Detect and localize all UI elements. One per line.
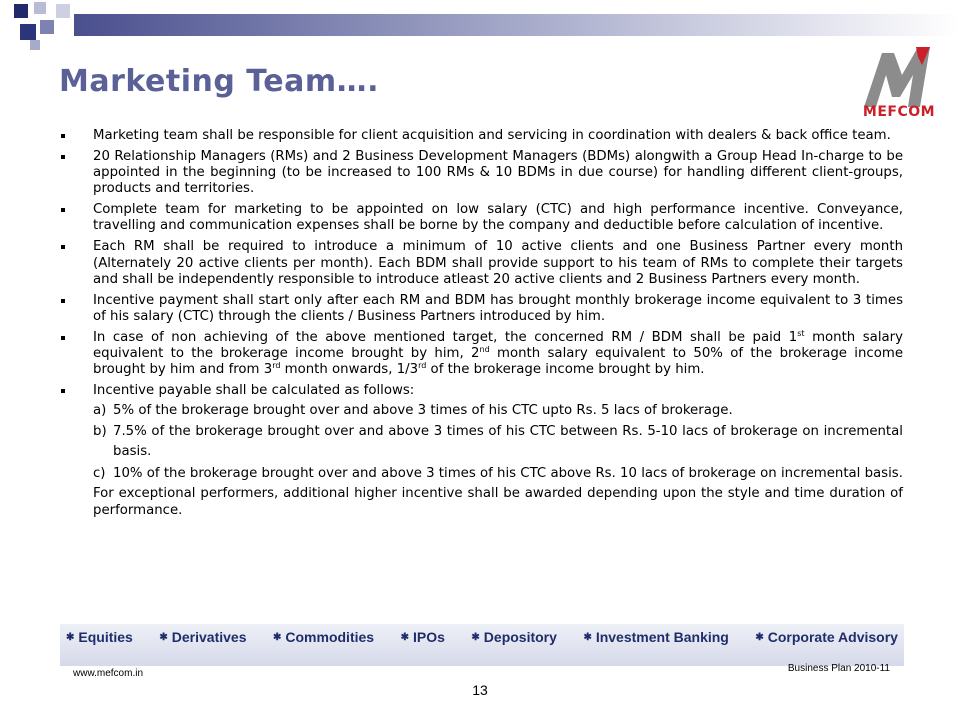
- bullet-item: Each RM shall be required to introduce a minimum of 10 active clients and one Business Partner every month (Alternately 20 active clients per month). Each BDM shall provide support to his team of RMs to complete their targets and shall be independently responsible to introduce atleast 20 active clients and 2 Business Partners every month.: [59, 239, 903, 288]
- nav-label: Equities: [78, 629, 133, 645]
- sub-item-label: a): [93, 403, 107, 419]
- ordinal-suffix: st: [797, 328, 805, 338]
- nav-item-depository: [471, 629, 557, 645]
- star-icon: ✱: [755, 631, 764, 643]
- sub-item-c: [59, 463, 903, 484]
- decor-square-3: [56, 4, 70, 18]
- title-band: [74, 14, 960, 36]
- website-url: www.mefcom.in: [73, 668, 144, 679]
- decor-square-6: [30, 40, 40, 50]
- sub-item-text: 5% of the brokerage brought over and above 3 times of his CTC upto Rs. 5 lacs of brokerage.: [113, 403, 733, 419]
- services-nav: [66, 629, 898, 645]
- exceptional-performers-note: For exceptional performers, additional higher incentive shall be awarded depending upon the style and time duration of performance.: [93, 486, 903, 518]
- nav-item-equities: [66, 629, 133, 645]
- nav-item-investment-banking: [583, 629, 728, 645]
- decor-square-1: [14, 4, 28, 18]
- ordinal-suffix: rd: [418, 361, 427, 371]
- nav-item-ipos: [401, 629, 445, 645]
- bullet-item: Complete team for marketing to be appointed on low salary (CTC) and high performance incentive. Conveyance, travelling and communication expenses shall be borne by the company and deductible before calculation of incentive.: [59, 202, 903, 235]
- sub-item-label: b): [93, 424, 107, 440]
- ordinal-suffix: nd: [479, 345, 490, 355]
- page-number: 13: [472, 682, 488, 698]
- nav-item-corporate-advisory: [755, 629, 898, 645]
- sub-item-text: 10% of the brokerage brought over and above 3 times of his CTC above Rs. 10 lacs of brokerage on incremental basis.: [113, 466, 903, 482]
- sub-item-a: [59, 401, 903, 421]
- star-icon: ✱: [471, 631, 480, 643]
- nav-item-commodities: [273, 629, 374, 645]
- nav-label: Commodities: [285, 629, 375, 645]
- sub-item-label: c): [93, 466, 106, 482]
- nav-label: Investment Banking: [595, 629, 729, 645]
- star-icon: ✱: [159, 631, 168, 643]
- nav-item-derivatives: [159, 629, 246, 645]
- sub-item-text: 7.5% of the brokerage brought over and above 3 times of his CTC between Rs. 5-10 lacs of brokerage on incremental basis.: [113, 424, 903, 460]
- star-icon: ✱: [400, 631, 409, 643]
- bullet-item: 20 Relationship Managers (RMs) and 2 Business Development Managers (BDMs) alongwith a Group Head In-charge to be appointed in the beginning (to be increased to 100 RMs & 10 BDMs in due course) for handling different client-groups, products and territories.: [59, 149, 903, 198]
- ordinal-suffix: rd: [272, 361, 281, 371]
- nav-label: Depository: [483, 629, 557, 645]
- logo-text: MEFCOM: [862, 104, 936, 120]
- decor-square-2: [34, 2, 46, 14]
- nav-label: Corporate Advisory: [767, 629, 898, 645]
- page-title: Marketing Team….: [59, 64, 380, 99]
- bullet-item: Incentive payment shall start only after each RM and BDM has brought monthly brokerage income equivalent to 3 times of his salary (CTC) through the clients / Business Partners introduced by him.: [59, 293, 903, 326]
- nav-label: Derivatives: [171, 629, 247, 645]
- bullet-text: month onwards, 1/3: [280, 362, 419, 378]
- bullet-item-non-achievement: [59, 330, 903, 379]
- business-plan-label: Business Plan 2010-11: [787, 663, 890, 674]
- star-icon: ✱: [273, 631, 282, 643]
- bullet-item: Marketing team shall be responsible for client acquisition and servicing in coordination with dealers & back office team.: [59, 128, 903, 144]
- decor-square-4: [20, 24, 36, 40]
- star-icon: ✱: [66, 631, 75, 643]
- bullet-text: month salary equivalent to 50% of the brokerage income brought by him and from 3: [93, 346, 903, 378]
- bullet-item: Incentive payable shall be calculated as follows:: [59, 383, 903, 399]
- bullet-text: of the brokerage income brought by him.: [426, 362, 705, 378]
- bullet-text: In case of non achieving of the above mentioned target, the concerned RM / BDM shall be paid 1: [93, 329, 798, 345]
- sub-item-b: [59, 422, 903, 462]
- nav-label: IPOs: [412, 629, 445, 645]
- star-icon: ✱: [583, 631, 592, 643]
- bullet-text: month salary equivalent to the brokerage income brought by him, 2: [93, 329, 904, 362]
- content-body: [59, 128, 903, 519]
- decor-square-5: [40, 20, 54, 34]
